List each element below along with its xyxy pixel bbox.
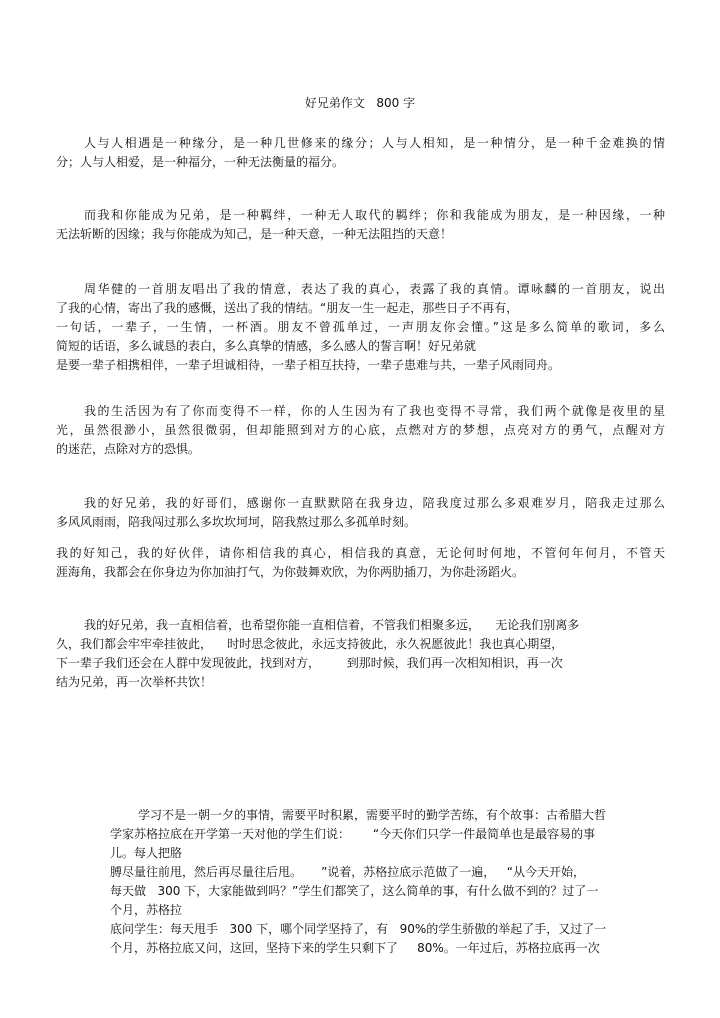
paragraph-line: 涯海角，我都会在你身边为你加油打气，为你鼓舞欢欣，为你两肋插刀，为你赴汤蹈火。 [56,565,525,579]
paragraph-line: 我的好知己，我的好伙伴，请你相信我的真心，相信我的真意，无论何时何地，不管何年何月，不管天 [56,546,665,560]
paragraph-2 [56,206,665,244]
paragraph-line: 了我的心情，寄出了我的感慨，送出了我的情结。“朋友一生一起走，那些日子不再有， [56,301,519,315]
paragraph-line: 久，我们都会牢牢牵挂彼此， 时时思念彼此，永远支持彼此，永久祝愿彼此！我也真心期望， [56,637,564,651]
paragraph-line: 分；人与人相爱，是一种福分，一种无法衡量的福分。 [56,155,345,169]
document-title: 好兄弟作文 800 字 [304,96,416,110]
paragraph-line: 多风风雨雨，陪我闯过那么多坎坎坷坷，陪我熬过那么多孤单时刻。 [56,515,417,529]
paragraph-line: 是要一辈子相携相伴，一辈子坦诚相待，一辈子相互扶持，一辈子患难与共，一辈子风雨同舟。 [56,358,561,372]
paragraph-line: 每天做 300 下，大家能做到吗？”学生们都笑了，这么简单的事，有什么做不到的？过了一 [110,884,599,898]
paragraph-line: 下一辈子我们还会在人群中发现彼此，找到对方， 到那时候，我们再一次相知相识，再一次 [56,656,563,670]
paragraph-line: 而我和你能成为兄弟，是一种羁绊，一种无人取代的羁绊；你和我能成为朋友，是一种因缘，一种 [84,208,665,222]
paragraph-line: 人与人相遇是一种缘分，是一种几世修来的缘分；人与人相知，是一种情分，是一种千金难换的情 [84,136,665,150]
paragraph-3 [56,280,665,375]
paragraph-line: 个月，苏格拉底又问，这回，坚持下来的学生只剩下了 80%。一年过后，苏格拉底再一次 [110,941,600,955]
paragraph-line: 学家苏格拉底在开学第一天对他的学生们说： “今天你们只学一件最简单也是最容易的事 [110,827,596,841]
paragraph-8 [110,806,665,958]
paragraph-line: 光，虽然很渺小，虽然很微弱，但却能照到对方的心底，点燃对方的梦想，点亮对方的勇气，点醒对方 [56,423,665,437]
paragraph-5 [56,494,665,532]
paragraph-line: 我的好兄弟，我一直相信着，也希望你能一直相信着，不管我们相聚多远， 无论我们别离多 [84,618,580,632]
paragraph-6 [56,544,665,582]
paragraph-line: 个月，苏格拉 [110,903,183,917]
paragraph-line: 底问学生：每天甩手 300 下，哪个同学坚持了，有 90%的学生骄傲的举起了手，又过了一 [110,922,607,936]
paragraph-1 [56,134,665,172]
paragraph-line: 的迷茫，点除对方的恐惧。 [56,442,201,456]
paragraph-line: 学习不是一朝一夕的事情，需要平时积累，需要平时的勤学苦练，有个故事：古希腊大哲 [138,808,607,822]
paragraph-line: 无法斩断的因缘；我与你能成为知己，是一种天意，一种无法阻挡的天意！ [56,227,453,241]
paragraph-line: 我的好兄弟，我的好哥们，感谢你一直默默陪在我身边，陪我度过那么多艰难岁月，陪我走过那么 [84,496,665,510]
paragraph-7 [56,616,656,692]
paragraph-line: 周华健的一首朋友唱出了我的情意，表达了我的真心，表露了我的真情。谭咏麟的一首朋友，说出 [84,282,665,296]
paragraph-line: 一句话，一辈子，一生情，一杯酒。朋友不曾孤单过，一声朋友你会懂。”这是多么简单的歌词，多么 [56,320,665,334]
paragraph-4 [56,402,665,459]
paragraph-line: 结为兄弟，再一次举杯共饮！ [56,675,213,689]
paragraph-line: 膊尽量往前甩，然后再尽量往后甩。 ”说着，苏格拉底示范做了一遍， “从今天开始， [110,865,585,879]
paragraph-line: 儿。每人把胳 [110,846,183,860]
paragraph-line: 简短的话语，多么诚恳的表白，多么真挚的情感，多么感人的誓言啊！好兄弟就 [56,339,477,353]
paragraph-line: 我的生活因为有了你而变得不一样，你的人生因为有了我也变得不寻常，我们两个就像是夜里的星 [84,404,665,418]
